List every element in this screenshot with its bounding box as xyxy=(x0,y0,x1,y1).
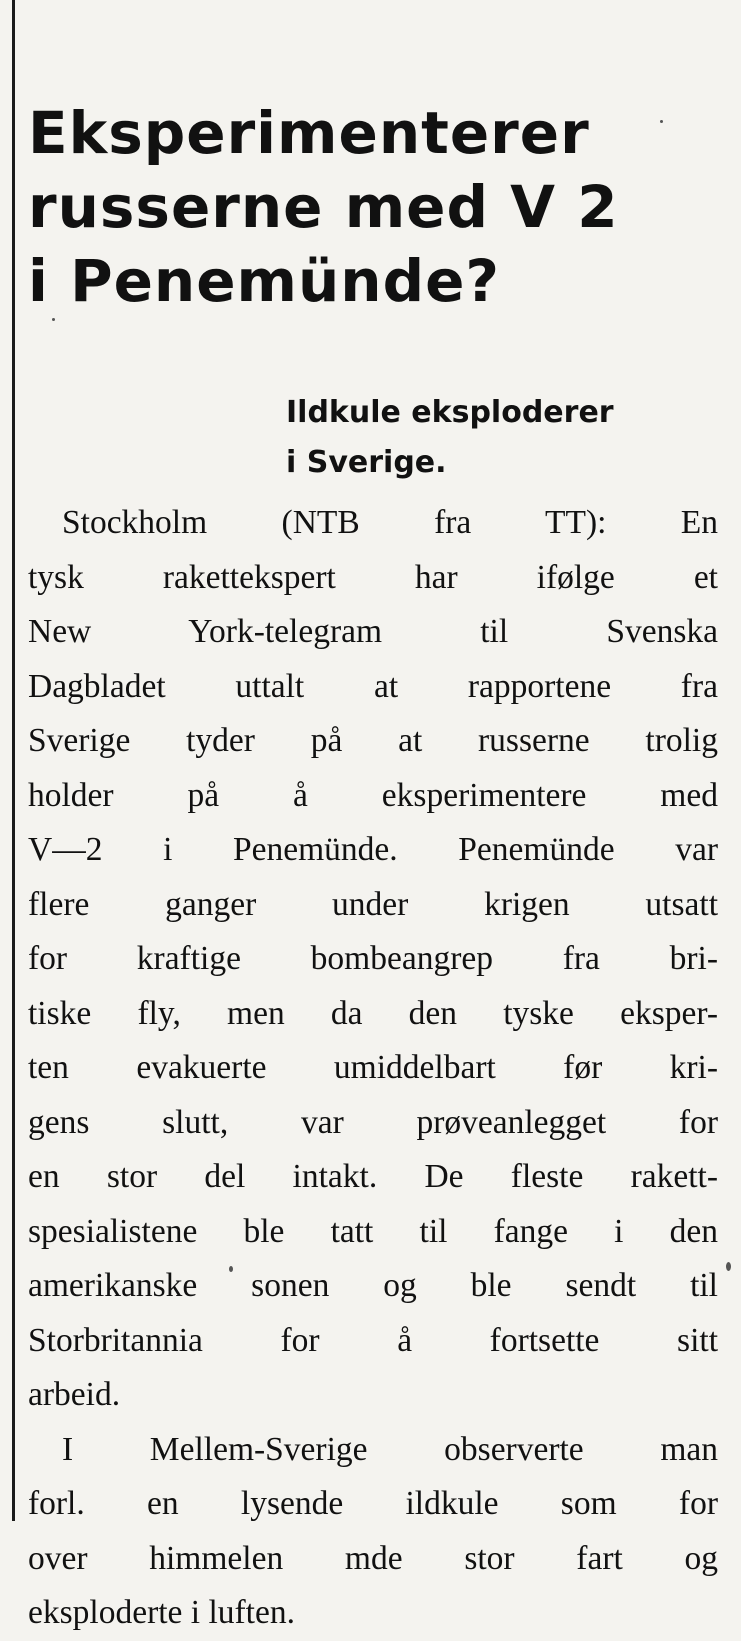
text-line: holder på å eksperimentere med xyxy=(28,776,718,814)
text-line: ten evakuerte umiddelbart før kri- xyxy=(28,1049,718,1086)
text-line: arbeid. xyxy=(28,1376,121,1413)
subheadline xyxy=(286,338,718,488)
column-rule xyxy=(12,0,15,1521)
text-line: Stockholm (NTB fra TT): En xyxy=(62,504,718,541)
text-line: flere ganger under krigen utsatt xyxy=(28,885,718,923)
text-line: tiske fly, men da den tyske eksper- xyxy=(28,994,718,1032)
text-line: forl. en lysende ildkule som for xyxy=(28,1485,718,1522)
text-line: Storbritannia for å fortsette sitt xyxy=(28,1321,718,1359)
headline-line: i Penemünde? xyxy=(28,247,501,315)
text-line: tysk rakettekspert har ifølge et xyxy=(28,558,718,596)
headline-line: russerne med V 2 xyxy=(28,173,619,241)
text-line: V—2 i Penemünde. Penemünde var xyxy=(28,831,718,868)
text-line: Dagbladet uttalt at rapportene fra xyxy=(28,667,718,705)
text-line: I Mellem-Sverige observerte man xyxy=(62,1430,718,1468)
text-line: New York-telegram til Svenska xyxy=(28,613,718,650)
subheadline-line: Ildkule eksploderer xyxy=(286,395,614,430)
subheadline-line: i Sverige. xyxy=(286,445,447,480)
text-line: en stor del intakt. De fleste rakett- xyxy=(28,1158,718,1195)
text-line: spesialistene ble tatt til fange i den xyxy=(28,1212,718,1250)
headline-line: Eksperimenterer xyxy=(28,99,590,167)
text-line: amerikanske sonen og ble sendt til xyxy=(28,1267,718,1304)
text-line: gens slutt, var prøveanlegget for xyxy=(28,1103,718,1141)
newspaper-clipping xyxy=(28,22,718,1641)
print-speck xyxy=(726,1262,731,1271)
text-line: for kraftige bombeangrep fra bri- xyxy=(28,940,718,977)
text-line: over himmelen mde stor fart og xyxy=(28,1539,718,1577)
text-line: eksploderte i luften. xyxy=(28,1594,295,1631)
article-paragraph-1 xyxy=(28,496,718,1423)
article-paragraph-2 xyxy=(28,1423,718,1641)
text-line: Sverige tyder på at russerne trolig xyxy=(28,722,718,759)
headline xyxy=(28,22,718,318)
